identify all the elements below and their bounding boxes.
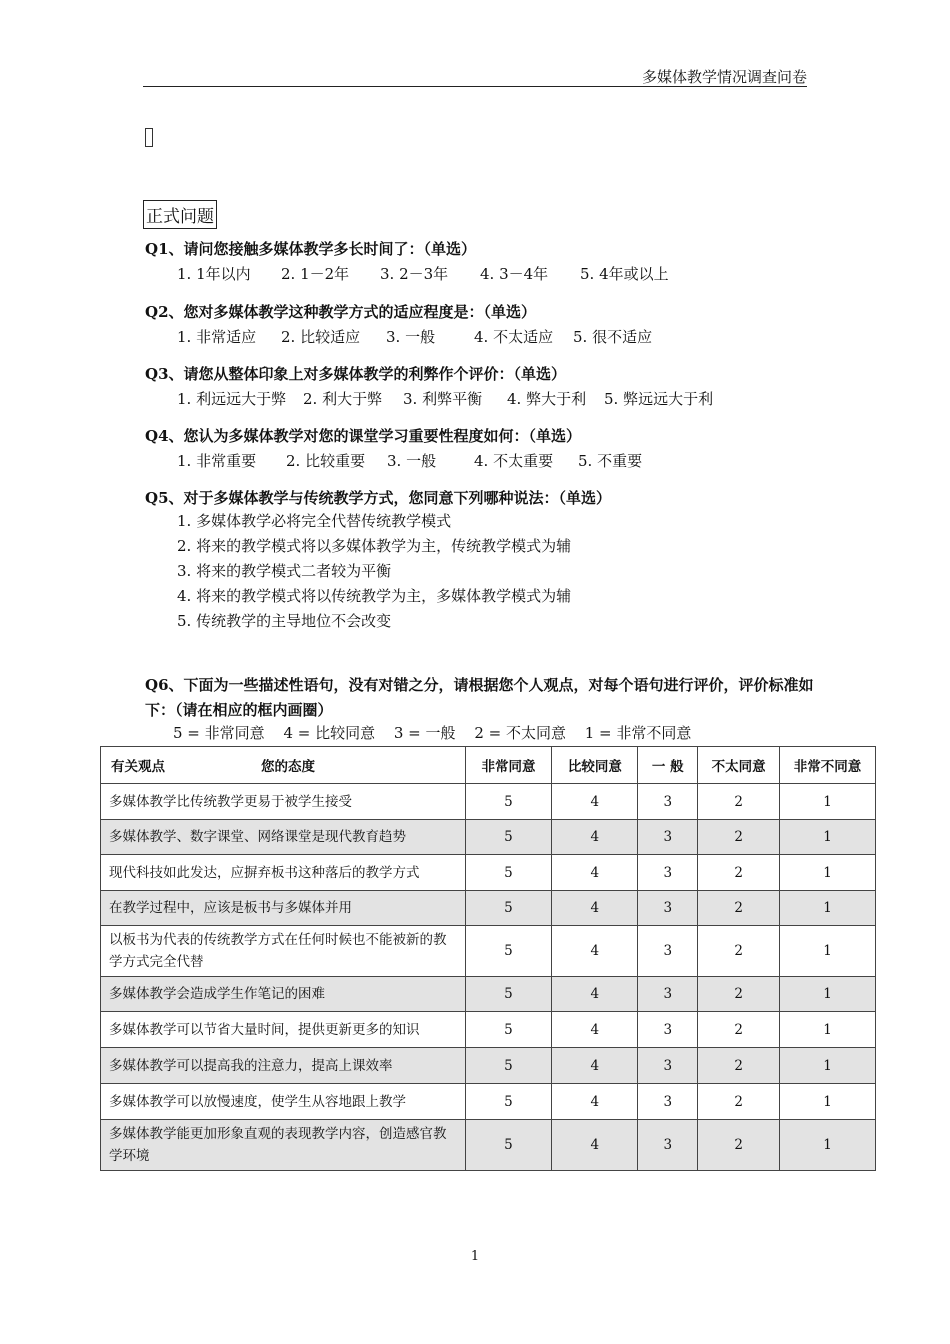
option[interactable]: 5. 不重要 (578, 452, 643, 470)
rating-cell[interactable]: 1 (780, 1120, 876, 1171)
header-title: 多媒体教学情况调查问卷 (641, 68, 807, 86)
rating-cell[interactable]: 5 (465, 1120, 552, 1171)
rating-cell[interactable]: 3 (638, 1120, 698, 1171)
option[interactable]: 3. 利弊平衡 (403, 390, 483, 408)
header-divider (143, 86, 807, 87)
option[interactable]: 2. 1－2年 (281, 265, 350, 283)
table-row (101, 1084, 876, 1120)
option[interactable]: 2. 利大于弊 (303, 390, 383, 408)
question-options (177, 450, 642, 471)
rating-cell[interactable]: 5 (465, 1048, 552, 1084)
header-attitude: 您的态度 (261, 759, 315, 775)
scale-item: 1 = 非常不同意 (584, 724, 692, 742)
statement-cell: 多媒体教学比传统教学更易于被学生接受 (101, 784, 466, 820)
column-header: 非常同意 (465, 747, 552, 784)
rating-cell[interactable]: 4 (552, 891, 638, 926)
question-title: Q1、请问您接触多媒体教学多长时间了：（单选） (145, 240, 477, 258)
scale-item: 3 = 一般 (393, 724, 456, 742)
option[interactable]: 5. 4年或以上 (580, 265, 669, 283)
rating-cell[interactable]: 4 (552, 1120, 638, 1171)
rating-cell[interactable]: 1 (780, 855, 876, 891)
table-row (101, 891, 876, 926)
question-options (177, 509, 571, 634)
question-title: Q4、您认为多媒体教学对您的课堂学习重要性程度如何：（单选） (145, 427, 582, 445)
table-row (101, 1120, 876, 1171)
option[interactable]: 3. 一般 (386, 328, 436, 346)
option[interactable]: 4. 不太适应 (474, 328, 554, 346)
option[interactable]: 1. 1年以内 (177, 265, 251, 283)
question-title: Q6、下面为一些描述性语句，没有对错之分，请根据您个人观点，对每个语句进行评价，评价标准如下：（请在相应的框内画圈） (145, 676, 814, 719)
rating-cell[interactable]: 3 (638, 784, 698, 820)
table-row (101, 1012, 876, 1048)
option[interactable]: 4. 将来的教学模式将以传统教学为主，多媒体教学模式为辅 (177, 587, 572, 605)
rating-cell[interactable]: 1 (780, 977, 876, 1012)
rating-cell[interactable]: 3 (638, 855, 698, 891)
option[interactable]: 5. 很不适应 (573, 328, 653, 346)
option[interactable]: 1. 利远远大于弊 (177, 390, 287, 408)
option[interactable]: 2. 比较重要 (286, 452, 366, 470)
rating-cell[interactable]: 4 (552, 1012, 638, 1048)
statement-cell: 现代科技如此发达，应摒弃板书这种落后的教学方式 (101, 855, 466, 891)
table-row (101, 784, 876, 820)
rating-cell[interactable]: 4 (552, 855, 638, 891)
question-title: Q2、您对多媒体教学这种教学方式的适应程度是：（单选） (145, 303, 537, 321)
statement-cell: 多媒体教学能更加形象直观的表现教学内容，创造感官教学环境 (101, 1120, 466, 1171)
scale-item: 2 = 不太同意 (474, 724, 566, 742)
rating-cell[interactable]: 5 (465, 891, 552, 926)
rating-cell[interactable]: 5 (465, 784, 552, 820)
rating-cell[interactable]: 1 (780, 891, 876, 926)
rating-cell[interactable]: 2 (698, 1120, 780, 1171)
question-options (177, 326, 652, 347)
table-row (101, 820, 876, 855)
statement-cell: 在教学过程中，应该是板书与多媒体并用 (101, 891, 466, 926)
rating-cell[interactable]: 1 (780, 926, 876, 977)
column-header: 一 般 (638, 747, 698, 784)
rating-cell[interactable]: 4 (552, 977, 638, 1012)
table-row (101, 926, 876, 977)
option[interactable]: 5. 弊远远大于利 (604, 390, 714, 408)
rating-cell[interactable]: 2 (698, 784, 780, 820)
rating-cell[interactable]: 2 (698, 855, 780, 891)
rating-cell[interactable]: 4 (552, 820, 638, 855)
rating-cell[interactable]: 2 (698, 977, 780, 1012)
rating-cell[interactable]: 5 (465, 1012, 552, 1048)
rating-cell[interactable]: 2 (698, 1048, 780, 1084)
rating-cell[interactable]: 5 (465, 977, 552, 1012)
rating-cell[interactable]: 5 (465, 855, 552, 891)
statement-cell: 多媒体教学可以提高我的注意力，提高上课效率 (101, 1048, 466, 1084)
rating-cell[interactable]: 2 (698, 1012, 780, 1048)
rating-cell[interactable]: 1 (780, 1048, 876, 1084)
rating-cell[interactable]: 2 (698, 1084, 780, 1120)
rating-cell[interactable]: 1 (780, 1012, 876, 1048)
statement-cell: 多媒体教学可以节省大量时间，提供更新更多的知识 (101, 1012, 466, 1048)
rating-cell[interactable]: 3 (638, 926, 698, 977)
table-row (101, 855, 876, 891)
rating-cell[interactable]: 3 (638, 820, 698, 855)
page-number: 1 (470, 1249, 480, 1264)
rating-cell[interactable]: 2 (698, 891, 780, 926)
rating-cell[interactable]: 3 (638, 1012, 698, 1048)
option[interactable]: 3. 一般 (387, 452, 437, 470)
header-view: 有关观点 (111, 759, 165, 775)
option[interactable]: 1. 非常适应 (177, 328, 257, 346)
column-header: 非常不同意 (780, 747, 876, 784)
rating-cell[interactable]: 3 (638, 1084, 698, 1120)
option[interactable]: 2. 将来的教学模式将以多媒体教学为主，传统教学模式为辅 (177, 537, 572, 555)
option[interactable]: 4. 不太重要 (474, 452, 554, 470)
question-options (177, 388, 713, 409)
rating-cell[interactable]: 5 (465, 820, 552, 855)
table-header-row (101, 747, 876, 784)
rating-cell[interactable]: 5 (465, 926, 552, 977)
column-header: 不太同意 (698, 747, 780, 784)
placeholder-glyph-icon (145, 128, 153, 147)
option[interactable]: 2. 比较适应 (281, 328, 361, 346)
option[interactable]: 1. 非常重要 (177, 452, 257, 470)
rating-cell[interactable]: 5 (465, 1084, 552, 1120)
statement-cell: 多媒体教学可以放慢速度，使学生从容地跟上教学 (101, 1084, 466, 1120)
option[interactable]: 3. 将来的教学模式二者较为平衡 (177, 562, 392, 580)
scale-item: 4 = 比较同意 (283, 724, 376, 742)
option[interactable]: 3. 2－3年 (380, 265, 449, 283)
question-title: Q5、对于多媒体教学与传统教学方式，您同意下列哪种说法：（单选） (145, 489, 612, 507)
statement-cell: 多媒体教学、数字课堂、网络课堂是现代教育趋势 (101, 820, 466, 855)
option[interactable]: 1. 多媒体教学必将完全代替传统教学模式 (177, 512, 452, 530)
rating-cell[interactable]: 2 (698, 926, 780, 977)
option[interactable]: 4. 3－4年 (480, 265, 549, 283)
rating-table (100, 746, 876, 1171)
rating-cell[interactable]: 3 (638, 891, 698, 926)
question-options (177, 263, 669, 284)
rating-scale-legend (173, 722, 705, 743)
scale-item: 5 = 非常同意 (173, 724, 265, 742)
table-row (101, 977, 876, 1012)
header-view-attitude (101, 747, 466, 784)
option[interactable]: 4. 弊大于利 (507, 390, 587, 408)
option[interactable]: 5. 传统教学的主导地位不会改变 (177, 612, 392, 630)
rating-cell[interactable]: 4 (552, 1084, 638, 1120)
statement-cell: 以板书为代表的传统教学方式在任何时候也不能被新的教学方式完全代替 (101, 926, 466, 977)
rating-cell[interactable]: 4 (552, 1048, 638, 1084)
table-row (101, 1048, 876, 1084)
rating-cell[interactable]: 4 (552, 926, 638, 977)
rating-cell[interactable]: 3 (638, 1048, 698, 1084)
rating-cell[interactable]: 3 (638, 977, 698, 1012)
rating-cell[interactable]: 1 (780, 784, 876, 820)
rating-cell[interactable]: 1 (780, 1084, 876, 1120)
rating-cell[interactable]: 2 (698, 820, 780, 855)
section-title: 正式问题 (143, 200, 217, 229)
rating-cell[interactable]: 1 (780, 820, 876, 855)
column-header: 比较同意 (552, 747, 638, 784)
statement-cell: 多媒体教学会造成学生作笔记的困难 (101, 977, 466, 1012)
rating-cell[interactable]: 4 (552, 784, 638, 820)
question-title: Q3、请您从整体印象上对多媒体教学的利弊作个评价：（单选） (145, 365, 567, 383)
